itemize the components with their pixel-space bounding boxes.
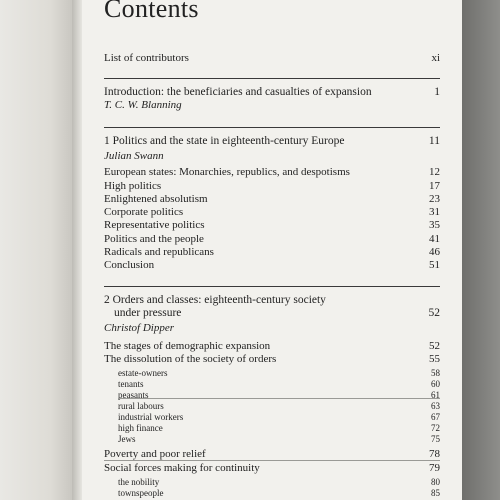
toc-entry-label: rural labours	[118, 401, 164, 411]
toc-entry-label: tenants	[118, 379, 144, 389]
toc-entry-label: Representative politics	[104, 219, 205, 231]
toc-entry-page: 11	[428, 135, 440, 147]
toc-entry-page: 52	[429, 340, 440, 352]
toc-entry-label: industrial workers	[118, 412, 184, 422]
toc-entry-page: 17	[429, 180, 440, 192]
toc-entry-label: Conclusion	[104, 259, 155, 271]
toc-entry-page: 61	[431, 390, 440, 400]
contents-page	[82, 0, 462, 500]
toc-entry-page: 79	[429, 462, 440, 474]
section-divider	[104, 286, 440, 287]
toc-entry-label: estate-owners	[118, 368, 168, 378]
toc-entry-label: townspeople	[118, 488, 164, 498]
toc-subsection	[118, 488, 440, 498]
toc-subsection	[118, 368, 440, 378]
divider	[118, 398, 440, 399]
toc-entry-contributors	[104, 52, 440, 64]
toc-entry-label: Introduction: the beneficiaries and casualties of expansion	[104, 86, 372, 98]
toc-entry-page: 63	[431, 401, 440, 411]
toc-entry-page: 46	[429, 246, 440, 258]
toc-section	[104, 448, 440, 460]
toc-chapter-1	[104, 135, 440, 147]
toc-entry-label: Radicals and republicans	[104, 246, 214, 258]
toc-entry-page: 60	[431, 379, 440, 389]
toc-entry-page: 31	[429, 206, 440, 218]
toc-entry-label: Jews	[118, 434, 136, 444]
divider	[104, 460, 440, 461]
toc-entry-page: 35	[429, 219, 440, 231]
toc-entry-label: peasants	[118, 390, 149, 400]
book-gutter	[72, 0, 82, 500]
toc-subsection	[118, 434, 440, 444]
toc-chapter-2-line2	[114, 307, 440, 319]
toc-entry-page: 55	[429, 353, 440, 365]
toc-entry-label: The dissolution of the society of orders	[104, 353, 277, 365]
toc-entry-label: List of contributors	[104, 52, 189, 64]
toc-section	[104, 180, 440, 192]
toc-entry-label: Social forces making for continuity	[104, 462, 260, 474]
toc-subsection	[118, 379, 440, 389]
toc-section	[104, 206, 440, 218]
section-divider	[104, 78, 440, 79]
toc-entry-label: 2 Orders and classes: eighteenth-century society	[104, 294, 326, 306]
toc-entry-page: 78	[429, 448, 440, 460]
toc-entry-page: 51	[429, 259, 440, 271]
toc-entry-page: 12	[429, 166, 440, 178]
toc-entry-page: 67	[431, 412, 440, 422]
toc-entry-label: high finance	[118, 423, 163, 433]
background-shadow	[462, 0, 500, 500]
toc-entry-label: under pressure	[114, 307, 182, 319]
toc-entry-label: the nobility	[118, 477, 160, 487]
toc-subsection	[118, 423, 440, 433]
toc-entry-page: 75	[431, 434, 440, 444]
toc-section	[104, 340, 440, 352]
toc-entry-page: 85	[431, 488, 440, 498]
toc-section	[104, 353, 440, 365]
toc-entry-page: xi	[431, 52, 440, 64]
chapter-author: T. C. W. Blanning	[104, 99, 182, 111]
toc-section	[104, 233, 440, 245]
page-title: Contents	[104, 0, 199, 23]
toc-entry-page: 1	[434, 86, 440, 98]
toc-entry-page: 23	[429, 193, 440, 205]
chapter-author: Julian Swann	[104, 150, 164, 162]
section-divider	[104, 127, 440, 128]
toc-chapter-2-line1	[104, 294, 440, 306]
toc-entry-page: 72	[431, 423, 440, 433]
toc-entry-label: Enlightened absolutism	[104, 193, 208, 205]
toc-subsection	[118, 477, 440, 487]
toc-entry-page: 80	[431, 477, 440, 487]
toc-section	[104, 462, 440, 474]
toc-section	[104, 193, 440, 205]
toc-entry-label: 1 Politics and the state in eighteenth-century Europe	[104, 135, 345, 147]
toc-subsection	[118, 401, 440, 411]
toc-entry-label: Politics and the people	[104, 233, 204, 245]
left-page-edge	[0, 0, 72, 500]
toc-entry-introduction	[104, 86, 440, 98]
toc-entry-page: 52	[428, 307, 440, 319]
toc-section	[104, 246, 440, 258]
toc-entry-label: Poverty and poor relief	[104, 448, 206, 460]
toc-section	[104, 219, 440, 231]
toc-subsection	[118, 412, 440, 422]
chapter-author: Christof Dipper	[104, 322, 174, 334]
toc-entry-label: European states: Monarchies, republics, and despotisms	[104, 166, 350, 178]
toc-entry-page: 41	[429, 233, 440, 245]
toc-entry-label: High politics	[104, 180, 162, 192]
toc-entry-label: Corporate politics	[104, 206, 184, 218]
toc-section	[104, 166, 440, 178]
toc-entry-page: 58	[431, 368, 440, 378]
toc-entry-label: The stages of demographic expansion	[104, 340, 271, 352]
toc-section	[104, 259, 440, 271]
